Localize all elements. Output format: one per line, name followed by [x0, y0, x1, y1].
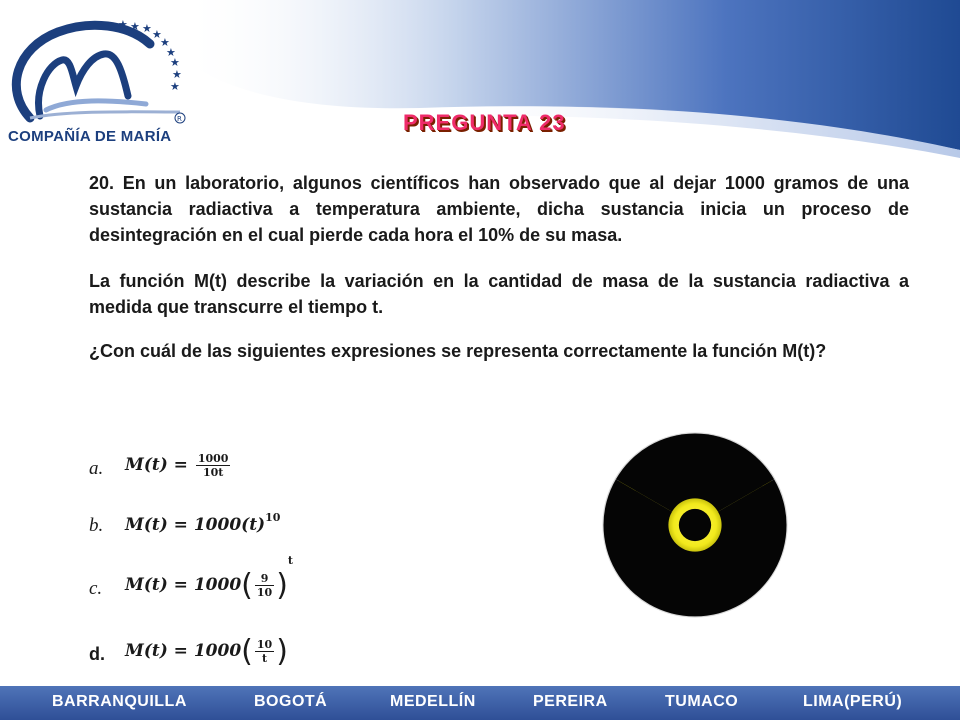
- question-prompt: ¿Con cuál de las siguientes expresiones se representa correctamente la función M(t)?: [89, 341, 827, 361]
- option-c-numerator: 9: [255, 572, 274, 586]
- footer-city: MEDELLÍN: [390, 693, 476, 710]
- logo-text: COMPAÑÍA DE MARÍA: [8, 128, 172, 145]
- svg-text:★: ★: [160, 36, 170, 49]
- question-intro: 20. En un laboratorio, algunos científicos han observado que al dejar 1000 gramos de una sustancia radiactiva a temperatura ambiente, dicha sustancia inicia un proceso de desintegración en el cual pierde cada hora el 10% de su masa.: [89, 173, 909, 245]
- option-b: [89, 511, 389, 545]
- option-c-open-paren: (: [241, 568, 253, 603]
- option-b-letter: b.: [89, 515, 104, 536]
- footer-city: BARRANQUILLA: [52, 693, 187, 710]
- question-function-text: La función M(t) describe la variación en la cantidad de masa de la sustancia radiactiva a medida que transcurre el tiempo t.: [89, 271, 909, 317]
- option-a-fraction: [196, 452, 231, 479]
- svg-text:★: ★: [142, 22, 152, 35]
- logo-emblem: [16, 18, 185, 123]
- svg-text:★: ★: [172, 68, 182, 81]
- option-d-close-paren: ): [276, 634, 288, 669]
- option-c-expression: [125, 554, 293, 603]
- option-d-denominator: t: [261, 652, 268, 665]
- svg-text:★: ★: [170, 80, 180, 93]
- option-c: [89, 554, 389, 612]
- footer-city: PEREIRA: [533, 693, 608, 710]
- question-block: [89, 170, 909, 382]
- option-a: [89, 452, 389, 492]
- option-b-lhs: M(t) = 1000(t): [125, 515, 266, 535]
- slide-title: PREGUNTA 23: [403, 110, 566, 135]
- footer-bar: [0, 686, 960, 720]
- svg-text:★: ★: [130, 20, 140, 33]
- svg-text:★: ★: [152, 28, 162, 41]
- option-d-open-paren: (: [241, 634, 253, 669]
- option-a-numerator: 1000: [197, 452, 229, 465]
- option-d: [89, 634, 389, 678]
- option-d-fraction: [255, 638, 274, 665]
- option-b-expression: [125, 511, 281, 535]
- option-c-denominator: 10: [256, 586, 273, 599]
- option-c-close-paren: ): [276, 568, 288, 603]
- option-c-lhs: M(t) = 1000: [125, 575, 242, 595]
- option-d-expression: [125, 634, 288, 669]
- option-a-expression: [125, 452, 232, 479]
- option-a-lhs: M(t) =: [125, 455, 194, 475]
- option-c-exponent: t: [287, 554, 293, 567]
- option-c-letter: c.: [89, 578, 103, 599]
- footer-city: LIMA(PERÚ): [803, 693, 903, 710]
- footer-city: BOGOTÁ: [254, 693, 328, 710]
- option-a-letter: a.: [89, 458, 104, 479]
- svg-text:★: ★: [170, 56, 180, 69]
- svg-text:★: ★: [118, 18, 128, 31]
- option-a-denominator: 10t: [202, 466, 224, 479]
- svg-text:★: ★: [166, 46, 176, 59]
- option-c-fraction: [255, 572, 274, 599]
- option-d-numerator: 10: [256, 638, 273, 651]
- option-d-lhs: M(t) = 1000: [125, 641, 242, 661]
- svg-text:R: R: [177, 115, 182, 123]
- radiation-symbol-icon: [600, 430, 790, 620]
- footer-city: TUMACO: [665, 693, 739, 710]
- option-b-exponent: 10: [265, 511, 281, 524]
- option-d-letter: d.: [89, 644, 105, 664]
